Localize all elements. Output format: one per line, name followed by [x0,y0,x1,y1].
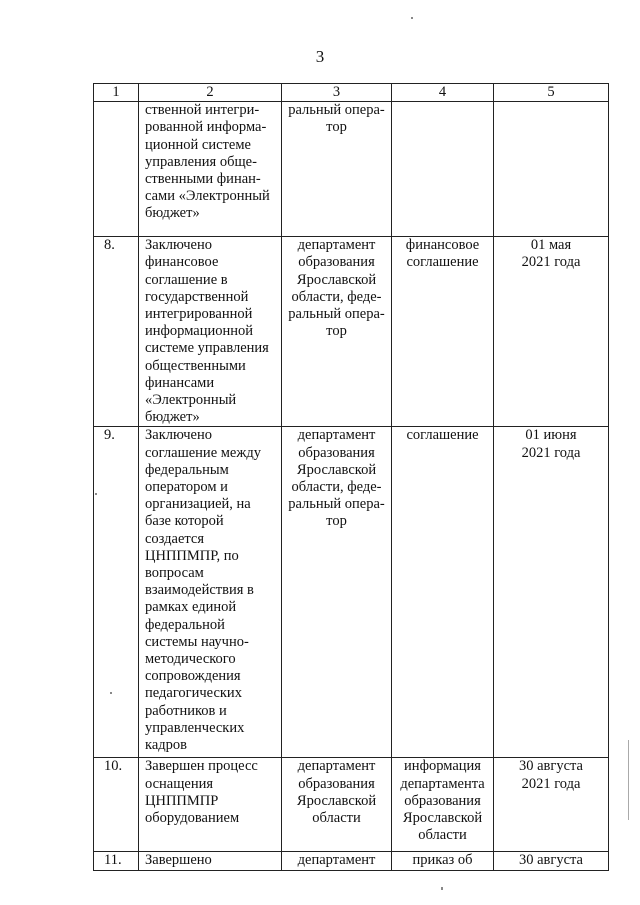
table-row [94,237,609,427]
row-number: 10. [104,758,123,775]
event-cell: ственной интегри- рованной информа- ционной системе управления обще- ственными финан- сами «Электронный бюджет» [145,102,270,222]
document-table [93,83,609,871]
table-row [94,427,609,758]
responsible-cell: департамент образования Ярославской области, феде- ральный опера- тор [288,427,385,530]
deadline-cell: 01 июня 2021 года [521,427,581,461]
table-header-row [94,84,609,102]
scan-speck [110,692,112,694]
table-row [94,758,609,852]
deadline-cell: 30 августа [519,852,583,869]
table-row [94,852,609,871]
responsible-cell: департамент образования Ярославской области [296,758,377,827]
event-cell: Заключено соглашение между федеральным оператором и организацией, на базе которой создается ЦНППМПР, по вопросам взаимодействия в рамках единой федеральной системы научно- методического сопровождения педагогических работников и управленческих кадров [145,427,262,754]
column-header: 5 [494,84,609,102]
document-cell: информация департамента образования Ярославской области [400,758,485,844]
column-header: 3 [282,84,392,102]
column-header: 1 [94,84,139,102]
document-cell: финансовое соглашение [405,237,480,271]
event-cell: Завершено [145,852,212,869]
event-cell: Заключено финансовое соглашение в государственной интегрированной информационной системе управления общественными финансами «Электронный бюджет» [145,237,269,426]
event-cell: Завершен процесс оснащения ЦНППМПР оборудованием [145,758,258,827]
deadline-cell: 01 мая 2021 года [521,237,581,271]
responsible-cell: департамент [297,852,376,869]
scan-speck [95,493,97,495]
column-header: 2 [139,84,282,102]
scan-speck [411,17,413,19]
page-number: 3 [315,47,325,66]
column-header: 4 [392,84,494,102]
table-row [94,102,609,237]
row-number: 9. [104,427,115,444]
scan-speck [441,887,443,890]
document-cell: приказ об [412,852,473,869]
scan-edge-line [628,740,629,820]
row-number: 11. [104,852,122,869]
document-cell: соглашение [406,427,479,444]
responsible-cell: ральный опера- тор [288,102,385,136]
deadline-cell: 30 августа 2021 года [519,758,583,792]
responsible-cell: департамент образования Ярославской области, феде- ральный опера- тор [288,237,385,340]
row-number: 8. [104,237,115,254]
